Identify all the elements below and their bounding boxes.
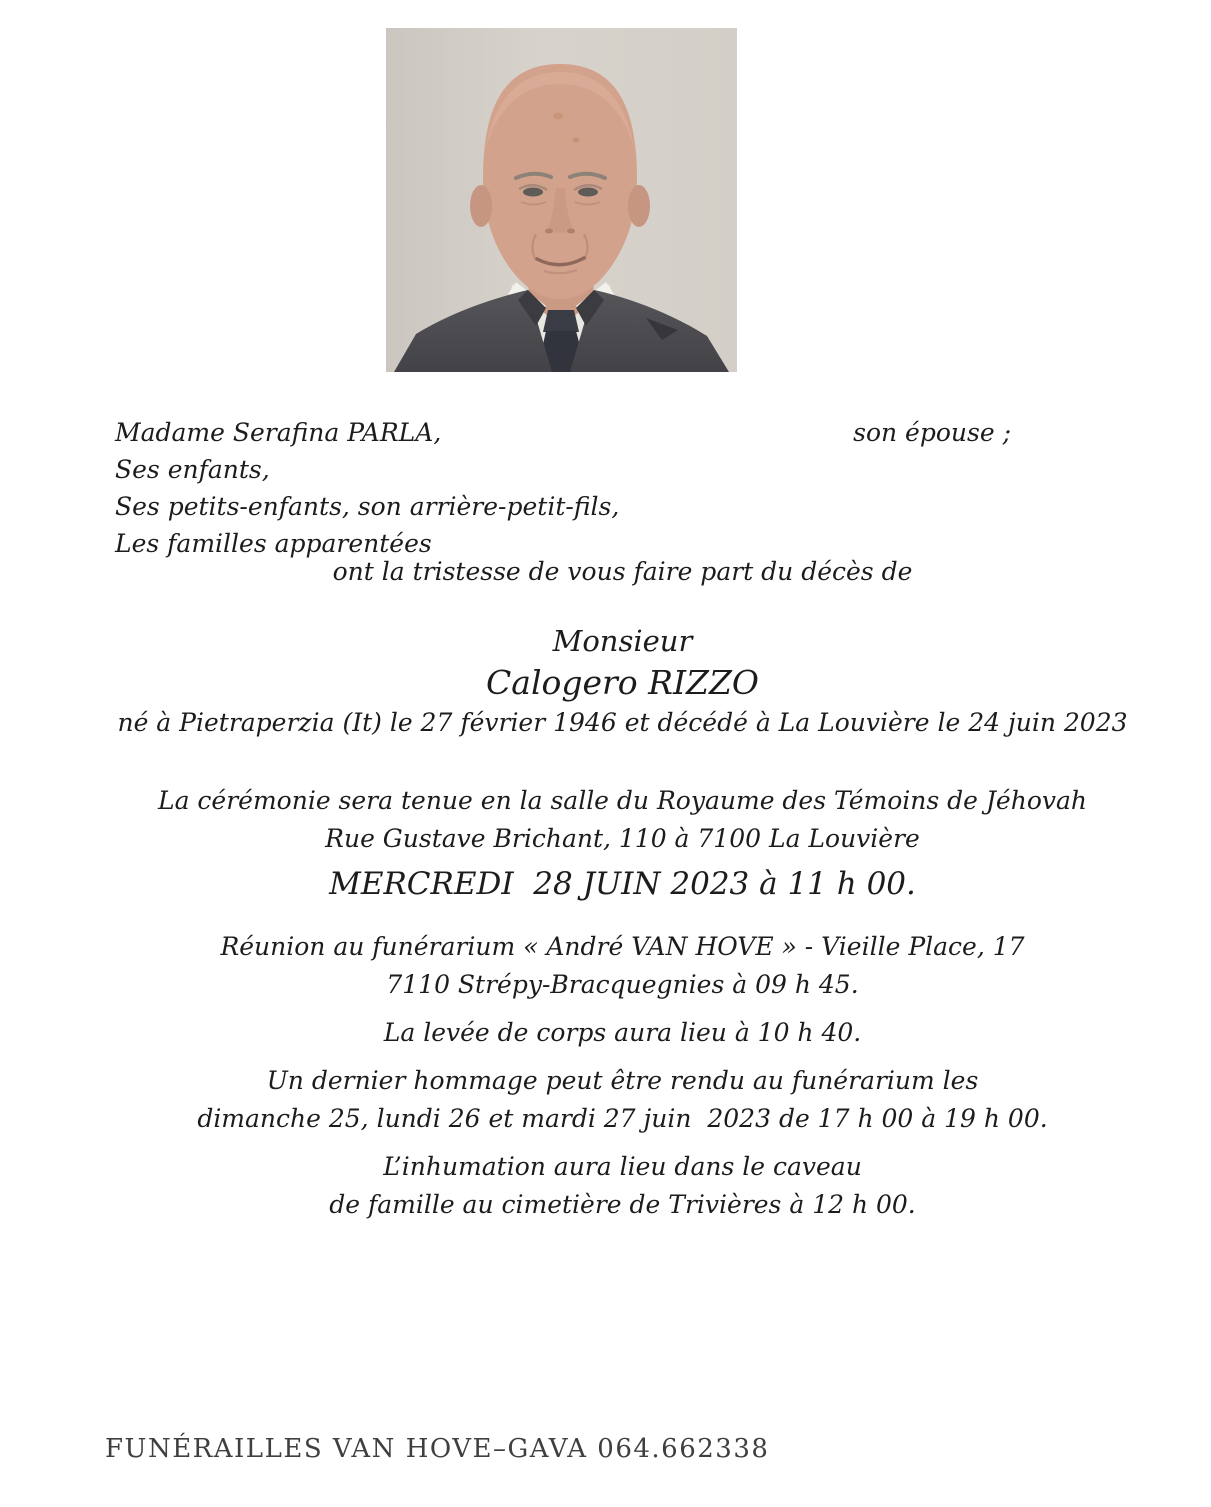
- family-line-grandchildren: Ses petits-enfants, son arrière-petit-fils,: [115, 492, 620, 521]
- tribute-line-2: dimanche 25, lundi 26 et mardi 27 juin 2023 de 17 h 00 à 19 h 00.: [197, 1104, 1048, 1133]
- portrait-illustration: [386, 28, 737, 372]
- meeting-block: [0, 928, 1211, 1004]
- tribute-block: [0, 1062, 1211, 1138]
- ceremony-venue-line: La cérémonie sera tenue en la salle du Royaume des Témoins de Jéhovah: [157, 786, 1088, 815]
- ceremony-block: [0, 782, 1211, 910]
- meeting-line: Réunion au funérarium « André VAN HOVE » - Vieille Place, 17: [220, 932, 1025, 961]
- burial-line-2: de famille au cimetière de Trivières à 12 h 00.: [329, 1190, 916, 1219]
- tribute-line-1: Un dernier hommage peut être rendu au funérarium les: [266, 1066, 979, 1095]
- body-removal-block: [0, 1014, 1211, 1052]
- burial-block: [0, 1148, 1211, 1224]
- intro-text: ont la tristesse de vous faire part du décès de: [332, 557, 913, 586]
- burial-line-1: L’inhumation aura lieu dans le caveau: [383, 1152, 862, 1181]
- body-removal-line: La levée de corps aura lieu à 10 h 40.: [383, 1018, 862, 1047]
- funeral-home-footer: FUNÉRAILLES VAN HOVE–GAVA 064.662338: [105, 1434, 770, 1464]
- civility-title: Monsieur: [552, 624, 693, 658]
- family-line-children: Ses enfants,: [115, 455, 270, 484]
- family-block: [115, 414, 1011, 562]
- ceremony-datetime-line: MERCREDI 28 JUIN 2023 à 11 h 00.: [329, 866, 916, 902]
- meeting-address-line: 7110 Strépy-Bracquegnies à 09 h 45.: [386, 970, 859, 999]
- family-line-spouse: [115, 414, 1011, 451]
- family-line-related: Les familles apparentées: [115, 529, 432, 558]
- ceremony-address-line: Rue Gustave Brichant, 110 à 7100 La Louvière: [325, 824, 920, 853]
- family-spouse-name: Madame Serafina PARLA,: [115, 418, 442, 447]
- announcement-intro-line: [0, 553, 1211, 590]
- deceased-name: Calogero RIZZO: [486, 663, 759, 702]
- birth-death-line: né à Pietraperzia (It) le 27 février 1946 et décédé à La Louvière le 24 juin 2023: [117, 708, 1128, 737]
- deceased-portrait-photo: [386, 28, 737, 372]
- deceased-block: [0, 620, 1211, 742]
- family-spouse-relation: son épouse ;: [853, 418, 1011, 447]
